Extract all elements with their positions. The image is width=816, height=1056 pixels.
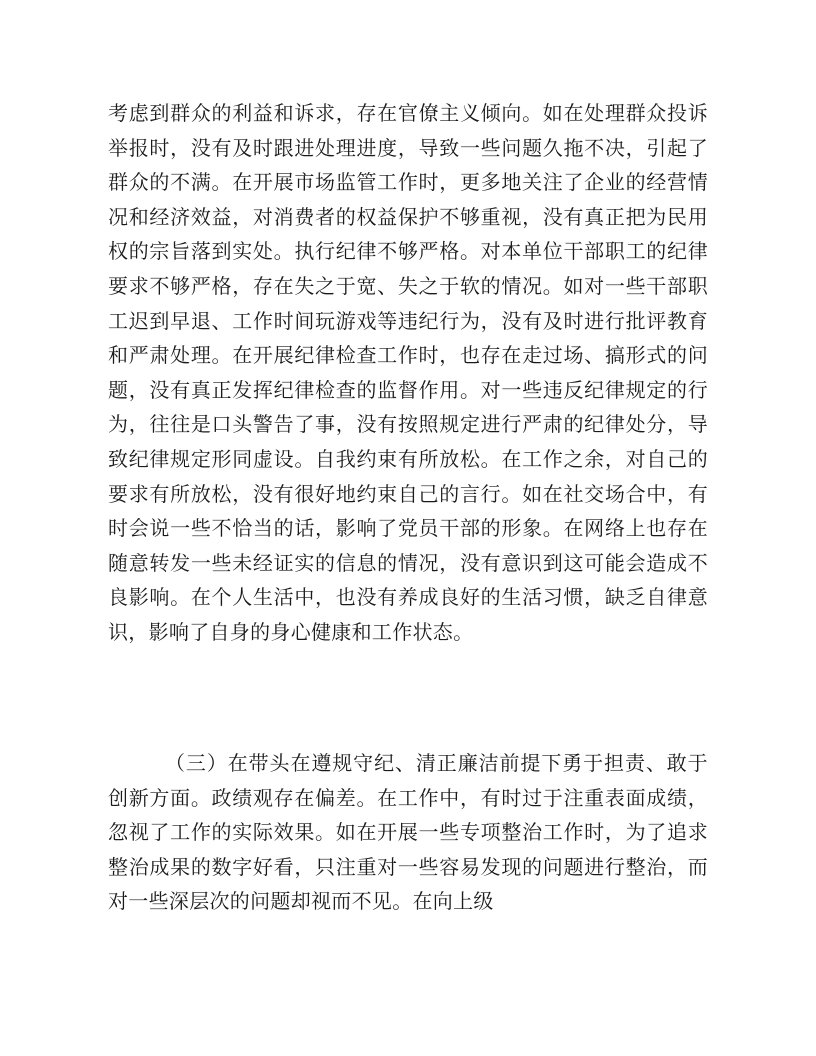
body-paragraph-1 <box>108 96 708 650</box>
body-paragraph-2 <box>108 746 708 919</box>
paragraph-text: 考虑到群众的利益和诉求，存在官僚主义倾向。如在处理群众投诉举报时，没有及时跟进处理进度，导致一些问题久拖不决，引起了群众的不满。在开展市场监管工作时，更多地关注了企业的经营情况和经济效益，对消费者的权益保护不够重视，没有真正把为民用权的宗旨落到实处。执行纪律不够严格。对本单位干部职工的纪律要求不够严格，存在失之于宽、失之于软的情况。如对一些干部职工迟到早退、工作时间玩游戏等违纪行为，没有及时进行批评教育和严肃处理。在开展纪律检查工作时，也存在走过场、搞形式的问题，没有真正发挥纪律检查的监督作用。对一些违反纪律规定的行为，往往是口头警告了事，没有按照规定进行严肃的纪律处分，导致纪律规定形同虚设。自我约束有所放松。在工作之余，对自己的要求有所放松，没有很好地约束自己的言行。如在社交场合中，有时会说一些不恰当的话，影响了党员干部的形象。在网络上也存在随意转发一些未经证实的信息的情况，没有意识到这可能会造成不良影响。在个人生活中，也没有养成良好的生活习惯，缺乏自律意识，影响了自身的身心健康和工作状态。 <box>108 101 708 644</box>
paragraph-text: （三）在带头在遵规守纪、清正廉洁前提下勇于担责、敢于创新方面。政绩观存在偏差。在工作中，有时过于注重表面成绩，忽视了工作的实际效果。如在开展一些专项整治工作时，为了追求整治成果的数字好看，只注重对一些容易发现的问题进行整治，而对一些深层次的问题却视而不见。在向上级 <box>108 751 708 914</box>
